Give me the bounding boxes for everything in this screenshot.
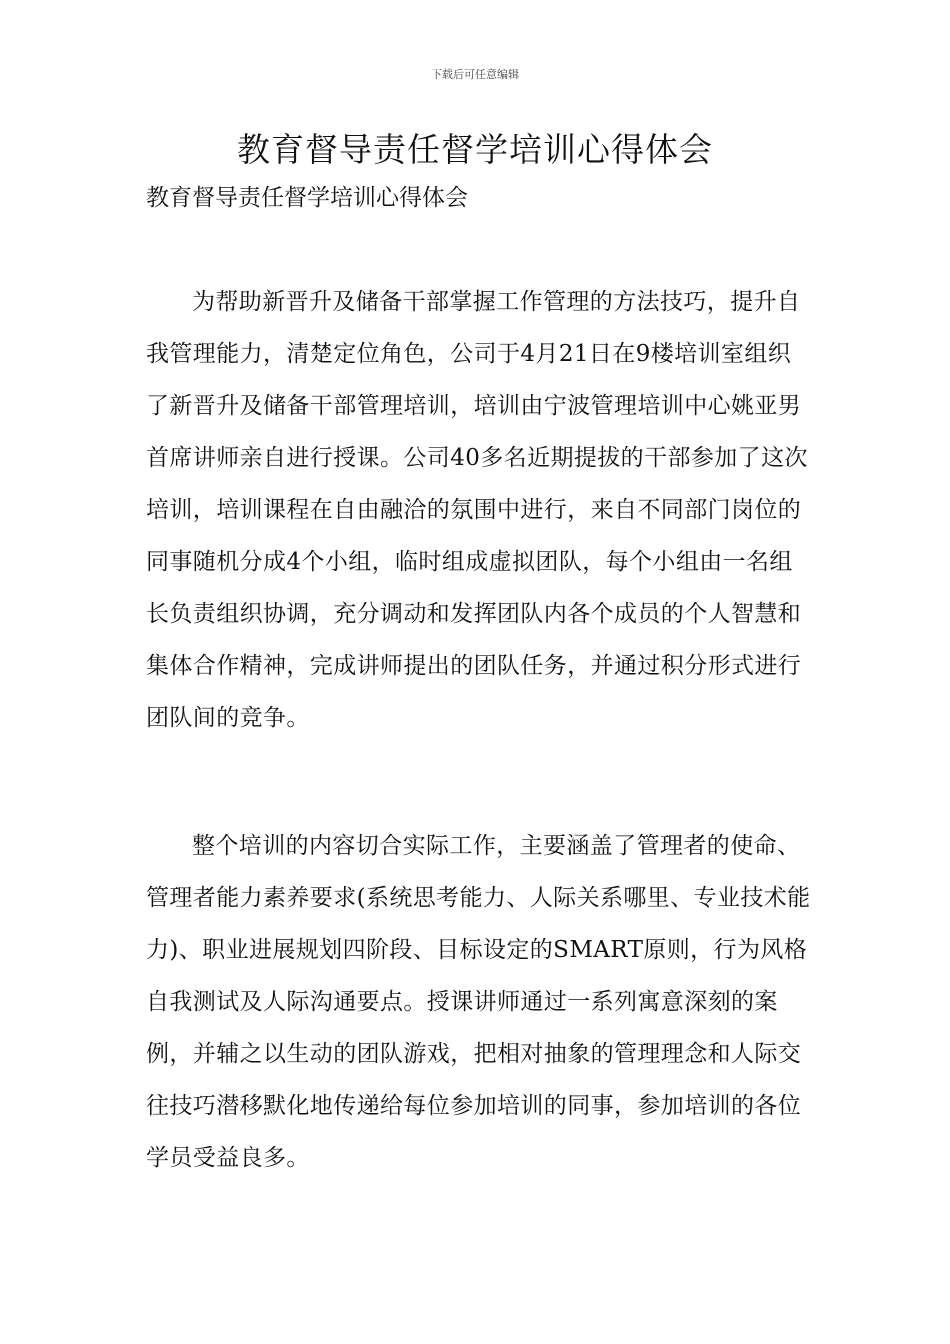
document-title: 教育督导责任督学培训心得体会 (237, 130, 713, 169)
header-note: 下载后可任意编辑 (431, 68, 519, 81)
body-paragraph-1: 为帮助新晋升及储备干部掌握工作管理的方法技巧，提升自我管理能力，清楚定位角色，公司于4月21日在9楼培训室组织了新晋升及储备干部管理培训，培训由宁波管理培训中心姚亚男首席讲师亲自进行授课。公司40多名近期提拔的干部参加了这次培训，培训课程在自由融洽的氛围中进行，来自不同部门岗位的同事随机分成4个小组，临时组成虚拟团队，每个小组由一名组长负责组织协调，充分调动和发挥团队内各个成员的个人智慧和集体合作精神，完成讲师提出的团队任务，并通过积分形式进行团队间的竞争。 (146, 289, 808, 731)
document-subtitle: 教育督导责任督学培训心得体会 (146, 185, 468, 211)
body-paragraph-2: 整个培训的内容切合实际工作，主要涵盖了管理者的使命、管理者能力素养要求(系统思考能力、人际关系哪里、专业技术能力)、职业进展规划四阶段、目标设定的SMART原则，行为风格自我测试及人际沟通要点。授课讲师通过一系列寓意深刻的案例，并辅之以生动的团队游戏，把相对抽象的管理理念和人际交往技巧潜移默化地传递给每位参加培训的同事，参加培训的各位学员受益良多。 (146, 833, 811, 1171)
